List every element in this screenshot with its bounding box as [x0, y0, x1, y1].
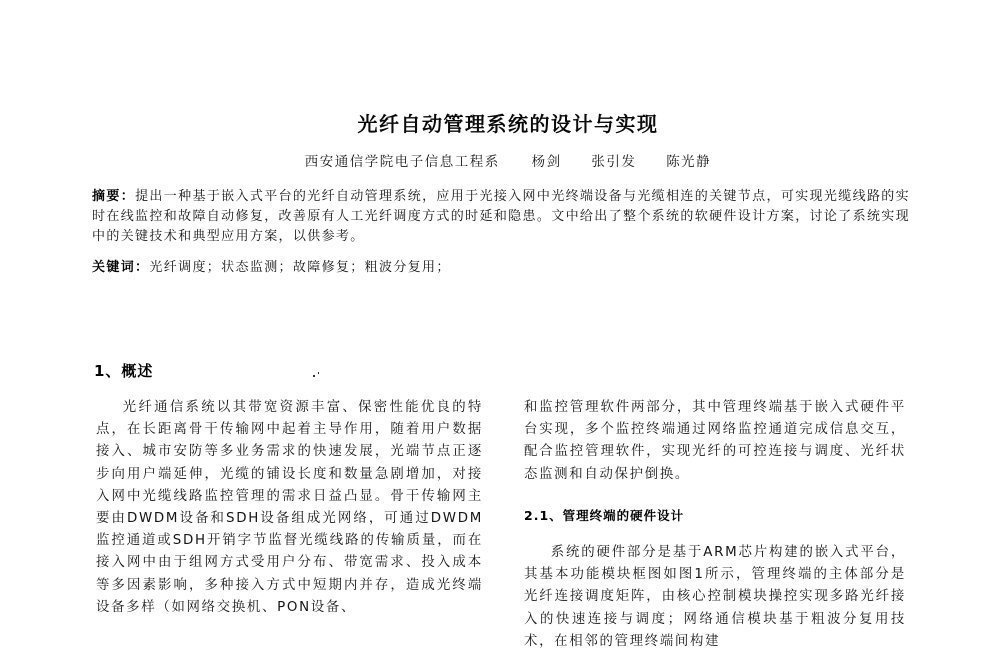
abstract-text: 提出一种基于嵌入式平台的光纤自动管理系统，应用于光接入网中光终端设备与光缆相连的关键节点，可实现光缆线路的实时在线监控和故障自动修复，改善原有人工光纤调度方式的时延和隐患。文中给出了整个系统的软硬件设计方案，讨论了系统实现中的关键技术和典型应用方案，以供参考。: [92, 189, 910, 244]
subsection-heading-hardware: 2.1、管理终端的硬件设计: [524, 508, 685, 523]
abstract-label: 摘要：: [92, 189, 136, 204]
right-column-top: [524, 397, 906, 486]
keywords-label: 关键词：: [92, 260, 150, 275]
body-paragraph-continued: 和监控管理软件两部分，其中管理终端基于嵌入式硬件平台实现，多个监控终端通过网络监控通道完成信息交互，配合监控管理软件，实现光纤的可控连接与调度、光纤状态监测和自动保护倒换。: [524, 400, 906, 482]
keywords-text: 光纤调度；状态监测；故障修复；粗波分复用；: [149, 260, 451, 275]
author-line: [0, 150, 1000, 170]
author-name: 杨剑: [531, 154, 562, 170]
scan-artifact: [313, 375, 315, 377]
abstract: [92, 187, 910, 247]
keywords: [92, 258, 910, 278]
right-column-bottom: [524, 542, 906, 653]
author-name: 陈光静: [666, 154, 712, 170]
body-paragraph: 系统的硬件部分是基于ARM芯片构建的嵌入式平台，其基本功能模块框图如图1所示，管理终端的主体部分是光纤连接调度矩阵，由核心控制模块操控实现多路光纤接入的快速连接与调度；网络通信模块基于粗波分复用技术，在相邻的管理终端间构建: [524, 545, 906, 649]
affiliation: 西安通信学院电子信息工程系: [304, 154, 500, 170]
author-name: 张引发: [591, 154, 637, 170]
paper-title: 光纤自动管理系统的设计与实现: [357, 112, 659, 136]
body-paragraph: 光纤通信系统以其带宽资源丰富、保密性能优良的特点，在长距离骨干传输网中起着主导作用，随着用户数据接入、城市安防等多业务需求的快速发展，光端节点正逐步向用户端延伸，光缆的铺设长度和数量急剧增加，对接入网中光缆线路监控管理的需求日益凸显。骨干传输网主要由DWDM设备和SDH设备组成光网络，可通过DWDM监控通道或SDH开销字节监督光缆线路的传输质量，而在接入网中由于组网方式受用户分布、带宽需求、投入成本等多因素影响，多种接入方式中短期内并存，造成光终端设备多样（如网络交换机、PON设备、: [96, 400, 483, 615]
scan-artifact: [318, 372, 319, 374]
section-heading-overview: 1、概述: [94, 362, 154, 380]
left-column: [96, 397, 483, 619]
